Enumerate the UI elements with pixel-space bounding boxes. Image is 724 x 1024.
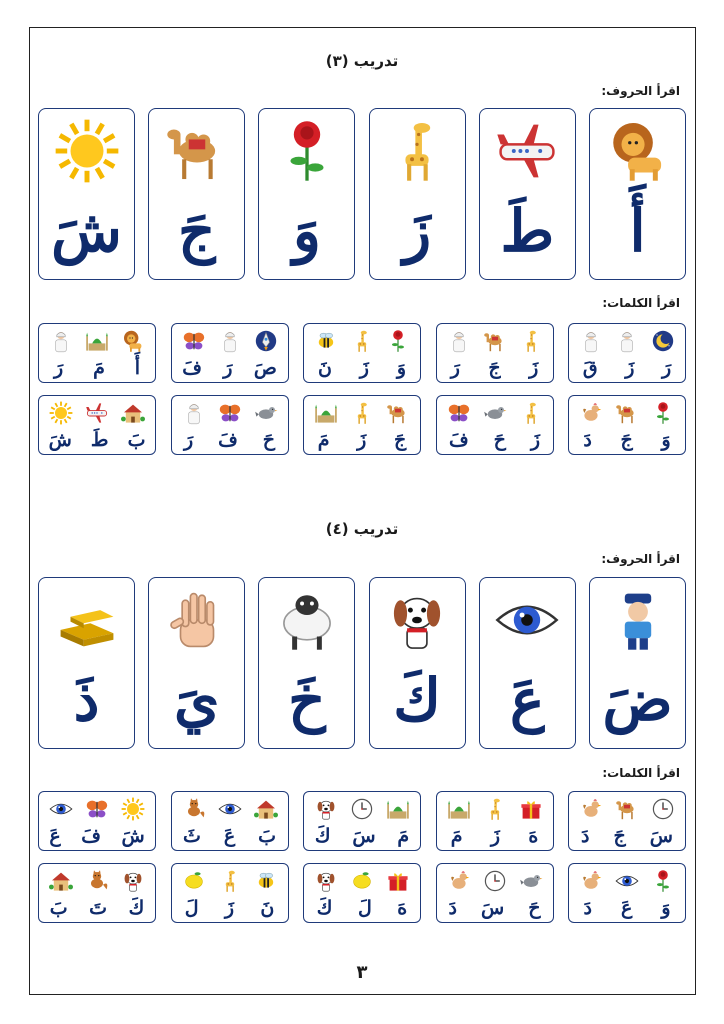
word-letter: دَ (583, 897, 592, 919)
letter-card (589, 108, 686, 280)
word-letter: فَ (449, 429, 469, 451)
word-card (171, 863, 289, 923)
moon-icon (650, 328, 676, 354)
rooster-icon (446, 868, 472, 894)
bee-icon (253, 868, 279, 894)
lemon-icon (181, 868, 207, 894)
word-letter: زَ (224, 897, 235, 919)
letter-text: ذَ (73, 666, 100, 734)
word-letter: رَ (53, 357, 64, 379)
lemon-icon (349, 868, 375, 894)
word-card (436, 395, 554, 455)
word-letter: هَ (397, 897, 408, 919)
sheep-icon (267, 584, 346, 656)
word-letter: زَ (490, 825, 500, 847)
letter-text: كَ (393, 666, 441, 734)
exercise-4-letter-cards (38, 577, 686, 749)
word-letter: بَ (258, 825, 277, 847)
exercise-4-words-label: اقرأ الكلمات: (602, 766, 680, 780)
giraffe-icon (482, 796, 508, 822)
fox-icon (181, 796, 207, 822)
man-icon (578, 328, 604, 354)
airplane-icon (488, 115, 567, 187)
camel-icon (482, 328, 508, 354)
airplane-icon (84, 400, 110, 426)
exercise-3-letters-label: اقرأ الحروف: (601, 84, 680, 98)
rose-icon (650, 400, 676, 426)
word-letter: مَ (450, 825, 463, 847)
word-letter: فَ (218, 429, 238, 451)
sun-icon (120, 796, 146, 822)
word-letter: أَ (134, 357, 141, 379)
word-letter: شَ (48, 429, 72, 451)
letter-text: طَ (500, 197, 555, 265)
word-letter: بَ (127, 429, 146, 451)
word-letter: فَ (81, 825, 101, 847)
mosque-icon (385, 796, 411, 822)
exercise-3-words-label: اقرأ الكلمات: (602, 296, 680, 310)
butterfly-icon (84, 796, 110, 822)
word-letter: زَ (357, 429, 367, 451)
word-letter: سَ (649, 825, 673, 847)
word-card (171, 791, 289, 851)
lion-icon (598, 115, 677, 187)
rose-icon (650, 868, 676, 894)
sun-icon (48, 400, 74, 426)
house-icon (48, 868, 74, 894)
man-icon (614, 328, 640, 354)
gift-icon (518, 796, 544, 822)
gold-bars-icon (47, 584, 126, 656)
letter-card (38, 577, 135, 749)
word-letter: زَ (529, 357, 539, 379)
word-letter: عَ (49, 825, 61, 847)
word-letter: جَ (620, 429, 633, 451)
word-letter: سَ (481, 897, 505, 919)
lion-icon (120, 328, 146, 354)
letter-text: عَ (509, 666, 545, 734)
word-card (568, 395, 686, 455)
word-letter: نَ (260, 897, 275, 919)
word-letter: جَ (393, 429, 407, 451)
word-card (436, 323, 554, 383)
word-card (38, 395, 156, 455)
letter-card (479, 108, 576, 280)
word-card (303, 791, 421, 851)
giraffe-icon (378, 115, 457, 187)
word-letter: دَ (583, 429, 592, 451)
word-card (436, 791, 554, 851)
word-card (303, 323, 421, 383)
word-card (38, 791, 156, 851)
giraffe-icon (349, 328, 375, 354)
man-icon (48, 328, 74, 354)
rooster-icon (578, 868, 604, 894)
dog-icon (120, 868, 146, 894)
letter-text: شَ (51, 197, 122, 265)
fox-icon (84, 868, 110, 894)
word-letter: وَ (661, 897, 671, 919)
letter-text: زَ (403, 197, 432, 265)
exercise-3-word-row-1 (38, 323, 686, 383)
word-card (303, 863, 421, 923)
word-letter: رَ (450, 357, 460, 379)
clock-icon (650, 796, 676, 822)
word-letter: مَ (317, 429, 330, 451)
letter-text: ضَ (602, 666, 673, 734)
rooster-icon (578, 400, 604, 426)
pigeon-icon (482, 400, 508, 426)
word-letter: هَ (528, 825, 539, 847)
rose-icon (385, 328, 411, 354)
word-letter: لَ (184, 897, 199, 919)
dog-icon (378, 584, 457, 656)
letter-text: خَ (288, 666, 326, 734)
giraffe-icon (518, 400, 544, 426)
letter-card (38, 108, 135, 280)
word-letter: سَ (352, 825, 376, 847)
butterfly-icon (446, 400, 472, 426)
letter-card (148, 108, 245, 280)
camel-icon (157, 115, 236, 187)
letter-card (258, 108, 355, 280)
letter-text: يَ (173, 666, 220, 734)
word-letter: رَ (184, 429, 194, 451)
word-letter: دَ (581, 825, 590, 847)
word-letter: كَ (316, 897, 333, 919)
word-letter: طَ (90, 429, 109, 451)
word-card (171, 395, 289, 455)
letter-text: جَ (177, 197, 216, 265)
gift-icon (385, 868, 411, 894)
word-letter: دَ (448, 897, 457, 919)
police-officer-icon (598, 584, 677, 656)
word-letter: زَ (625, 357, 635, 379)
rooster-icon (578, 796, 604, 822)
word-letter: مَ (397, 825, 410, 847)
word-letter: شَ (121, 825, 145, 847)
exercise-4-word-row-1 (38, 791, 686, 851)
letter-card (148, 577, 245, 749)
word-letter: زَ (530, 429, 541, 451)
camel-icon (614, 796, 640, 822)
house-icon (120, 400, 146, 426)
butterfly-icon (217, 400, 243, 426)
word-letter: رَ (223, 357, 233, 379)
pigeon-icon (253, 400, 279, 426)
word-letter: حَ (262, 429, 276, 451)
word-letter: بَ (49, 897, 68, 919)
word-card (38, 323, 156, 383)
letter-card (258, 577, 355, 749)
word-letter: كَ (314, 825, 331, 847)
giraffe-icon (217, 868, 243, 894)
word-letter: جَ (613, 825, 626, 847)
word-letter: لَ (357, 897, 372, 919)
man-icon (217, 328, 243, 354)
butterfly-icon (181, 328, 207, 354)
word-letter: ثَ (183, 825, 201, 847)
letter-card (369, 577, 466, 749)
letter-card (589, 577, 686, 749)
word-letter: وَ (661, 429, 671, 451)
word-letter: حَ (528, 897, 541, 919)
exercise-4-word-row-2 (38, 863, 686, 923)
word-letter: حَ (493, 429, 506, 451)
word-card (568, 863, 686, 923)
word-letter: نَ (317, 357, 332, 379)
clock-icon (482, 868, 508, 894)
word-letter: وَ (396, 357, 407, 379)
word-card (568, 791, 686, 851)
hand-icon (157, 584, 236, 656)
exercise-4-letters-label: اقرأ الحروف: (601, 552, 680, 566)
word-letter: تَ (89, 897, 108, 919)
man-icon (446, 328, 472, 354)
house-icon (253, 796, 279, 822)
letter-text: أَ (629, 197, 646, 265)
mosque-icon (84, 328, 110, 354)
exercise-3-letter-cards (38, 108, 686, 280)
word-letter: مَ (93, 357, 105, 379)
pigeon-icon (518, 868, 544, 894)
dog-icon (313, 868, 339, 894)
mosque-icon (313, 400, 339, 426)
word-letter: زَ (359, 357, 369, 379)
eye-icon (217, 796, 243, 822)
eye-icon (48, 796, 74, 822)
word-card (38, 863, 156, 923)
rose-icon (267, 115, 346, 187)
giraffe-icon (349, 400, 375, 426)
exercise-3-title: تدريب (٣) (325, 52, 399, 70)
word-letter: رَ (662, 357, 672, 379)
eye-icon (488, 584, 567, 656)
page-number: ٣ (356, 962, 368, 983)
word-letter: كَ (128, 897, 145, 919)
camel-icon (614, 400, 640, 426)
mosque-icon (446, 796, 472, 822)
word-card (171, 323, 289, 383)
word-letter: عَ (223, 825, 236, 847)
camel-icon (385, 400, 411, 426)
word-card (303, 395, 421, 455)
word-card (436, 863, 554, 923)
exercise-4-title: تدريب (٤) (325, 520, 399, 538)
eye-icon (614, 868, 640, 894)
word-letter: قَ (582, 357, 598, 379)
letter-card (369, 108, 466, 280)
rocket-icon (253, 328, 279, 354)
giraffe-icon (518, 328, 544, 354)
word-letter: جَ (488, 357, 501, 379)
letter-card (479, 577, 576, 749)
dog-icon (313, 796, 339, 822)
word-card (568, 323, 686, 383)
man-icon (181, 400, 207, 426)
word-letter: فَ (182, 357, 202, 379)
bee-icon (313, 328, 339, 354)
exercise-3-word-row-2 (38, 395, 686, 455)
letter-text: وَ (292, 197, 321, 265)
word-letter: صَ (253, 357, 277, 379)
clock-icon (349, 796, 375, 822)
sun-icon (47, 115, 126, 187)
word-letter: عَ (620, 897, 633, 919)
